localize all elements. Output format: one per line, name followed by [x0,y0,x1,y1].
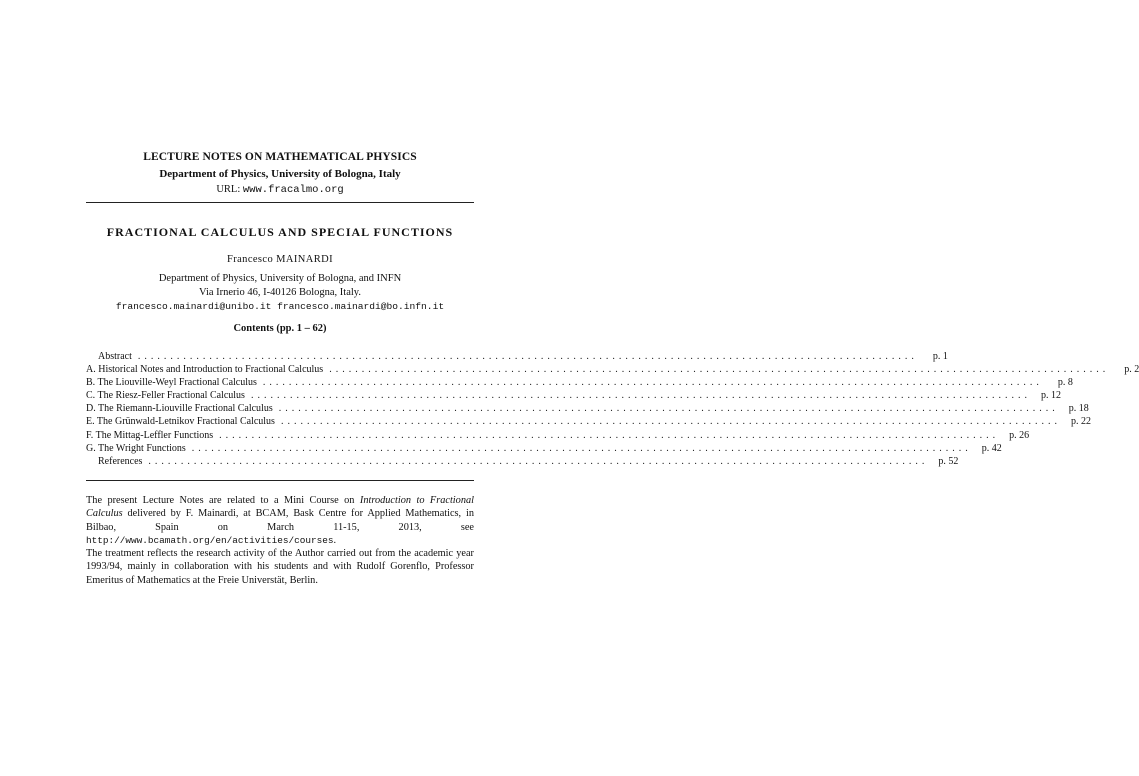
toc-entry-page: p. 52 [938,455,959,467]
url-label: URL: [216,184,241,195]
toc-entry-label: References [98,455,143,467]
toc-entry[interactable] [86,363,1139,376]
author-name: Francesco MAINARDI [226,254,334,265]
toc-entry-page: p. 18 [1068,403,1089,415]
header-url-line [86,182,474,198]
url-link[interactable]: www.fracalmo.org [242,184,344,196]
toc-entry[interactable] [86,402,1089,415]
abstract-paragraph-1 [86,494,474,547]
abstract-text-run: The present Lecture Notes are related to a Mini Course on [86,495,360,506]
course-link[interactable]: http://www.bcamath.org/en/activities/courses [86,534,334,546]
toc-entry-label: E. The Grünwald-Letnikov Fractional Calculus [86,416,275,428]
toc-entry-label: Abstract [98,351,132,362]
contents-heading: Contents (pp. 1 – 62) [233,323,327,334]
toc-entry[interactable] [86,415,1091,428]
toc-entry-label: B. The Liouville-Weyl Fractional Calculus [86,377,257,389]
series-title: LECTURE NOTES ON MATHEMATICAL PHYSICS [143,151,417,163]
toc-leader-dots: ........................................................................................................................ [262,377,1043,389]
toc-entry-page: p. 12 [1040,390,1061,402]
abstract-text [86,494,474,587]
toc-entry[interactable] [86,429,1030,442]
toc-entry-page: p. 22 [1070,416,1091,428]
toc-entry-label: F. The Mittag-Leffler Functions [86,429,214,441]
toc-entry-page: p. 26 [1009,429,1030,441]
email-1[interactable]: francesco.mainardi@unibo.it [115,301,272,312]
toc-leader-dots: ........................................................................................................................ [148,455,929,467]
header-divider [86,202,474,203]
toc-leader-dots: ........................................................................................................................ [191,442,972,454]
toc-leader-dots: ........................................................................................................................ [280,416,1061,428]
toc-entry-page: p. 2 [1124,364,1139,376]
toc-leader-dots: ........................................................................................................................ [250,390,1031,402]
table-of-contents [86,350,1139,468]
affiliation-line-1: Department of Physics, University of Bologna, and INFN [158,273,402,284]
affiliation-line-2: Via Irnerio 46, I-40126 Bologna, Italy. [199,287,361,298]
abstract-paragraph-2: The treatment reflects the research activity of the Author carried out from the academic year 1993/94, mainly in collaboration with his students and with Rudolf Gorenflo, Professor Emeritus of Mathematics at the Freie Universtät, Berlin. [86,548,474,586]
course-title: Introduction to Fractional Calculus [86,495,474,520]
abstract-text-run: delivered by F. Mainardi, at BCAM, Bask Centre for Applied Mathematics, in Bilbao, Spain on March 11-15, 2013, see [86,508,474,533]
toc-entry[interactable] [86,455,959,468]
toc-leader-dots: ........................................................................................................................ [329,364,1110,376]
toc-leader-dots: ........................................................................................................................ [219,429,1000,441]
toc-entry-label: D. The Riemann-Liouville Fractional Calculus [86,403,273,415]
toc-entry[interactable] [86,350,948,363]
email-2[interactable]: francesco.mainardi@bo.infn.it [277,301,445,312]
toc-divider [86,480,474,481]
author-affiliation [86,272,474,314]
toc-entry-label: G. The Wright Functions [86,442,186,454]
toc-entry-page: p. 1 [932,351,948,362]
toc-entry[interactable] [86,376,1073,389]
toc-entry-label: A. Historical Notes and Introduction to Fractional Calculus [86,364,324,376]
toc-leader-dots: ........................................................................................................................ [137,351,918,362]
header [86,150,474,198]
toc-entry-page: p. 42 [981,442,1002,454]
toc-leader-dots: ........................................................................................................................ [278,403,1059,415]
toc-entry-label: C. The Riesz-Feller Fractional Calculus [86,390,245,402]
header-department: Department of Physics, University of Bologna, Italy [159,168,401,180]
email-line [86,300,474,314]
toc-entry-page: p. 8 [1057,377,1073,389]
toc-entry[interactable] [86,389,1061,402]
toc-entry[interactable] [86,442,1002,455]
document-title: FRACTIONAL CALCULUS AND SPECIAL FUNCTIONS [106,225,454,239]
abstract-text-run: . [333,534,337,546]
